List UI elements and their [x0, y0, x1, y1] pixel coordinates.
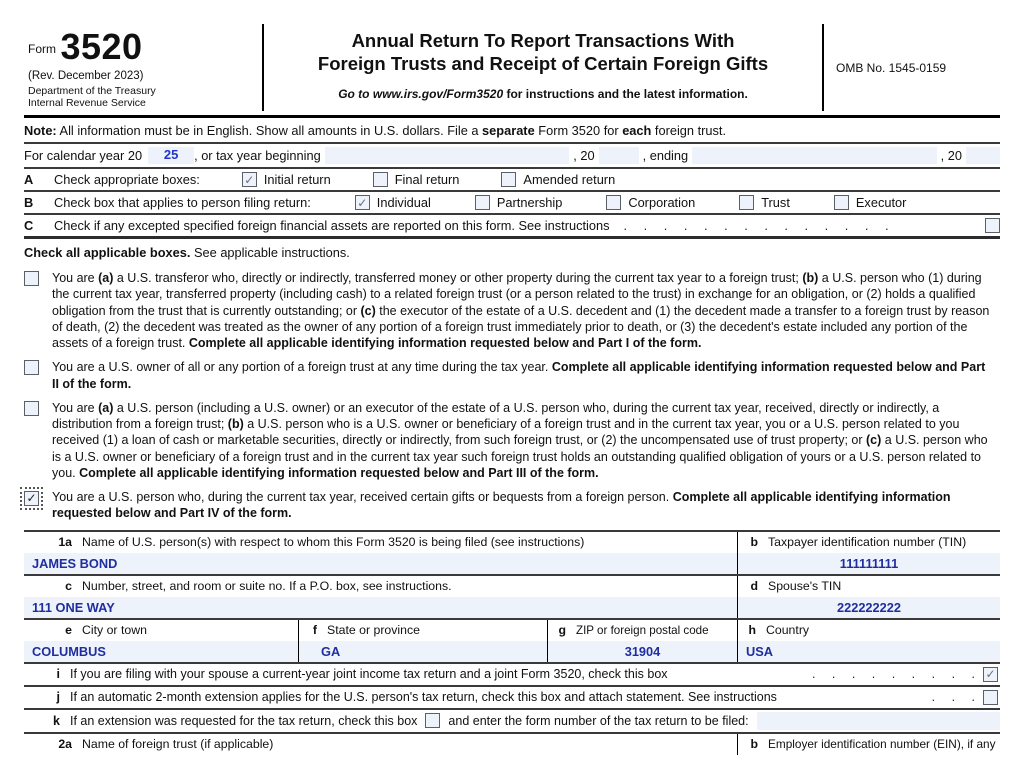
individual-checkbox[interactable]: ✓ [355, 195, 370, 210]
corporation-label: Corporation [628, 195, 696, 211]
final-return-checkbox[interactable] [373, 172, 388, 187]
calendar-mid1: , or tax year beginning [194, 148, 321, 164]
transferor-paragraph-text: You are (a) a U.S. transferor who, directly or indirectly, transferred money or other property during the current tax year to a foreign trust; (b) a U.S. person who (1) during the current tax year, transferred property (including cash) to a related foreign trust (or a person related to the trust) in exchange for an obligation, or (2) holds a qualified obligation from the trust that is currently outstanding; or (c) the executor of the estate of a U.S. decedent and (1) the decedent made a transfer to a foreign trust by reason of death, (2) the decedent was treated as the owner of any portion of a foreign trust immediately prior to death, or (3) the decedent's estate included any portion of the assets of a foreign trust. Complete all applicable identifying information requested below and Part I of the form. [52, 271, 990, 351]
state-input[interactable]: GA [299, 641, 547, 662]
line-2a-2b-group [24, 732, 1000, 755]
street-address-input[interactable]: 111 ONE WAY [24, 597, 737, 618]
line-1c-number: c [65, 579, 72, 594]
transferor-checkbox[interactable] [24, 271, 39, 286]
filer-type-paragraph-2 [24, 359, 1000, 392]
line-1d-number: d [750, 579, 758, 594]
filer-type-paragraph-1 [24, 270, 1000, 351]
initial-return-label: Initial return [263, 172, 331, 188]
partnership-checkbox[interactable] [475, 195, 490, 210]
tin-input[interactable]: 111111111 [738, 553, 1000, 574]
row-b-label: Check box that applies to person filing return: [54, 195, 311, 211]
line-1k-number: k [53, 713, 60, 728]
line-1k-row [24, 708, 1000, 732]
row-a [24, 169, 1000, 192]
foreign-gifts-checkbox[interactable]: ✓ [24, 491, 39, 506]
final-return-label: Final return [394, 172, 460, 188]
excepted-assets-checkbox[interactable] [985, 218, 1000, 233]
line-2b-number: b [750, 737, 758, 752]
form-header [24, 24, 1000, 118]
line-1k-label-post: and enter the form number of the tax return to be filed: [448, 713, 749, 728]
row-c-dot-leader: . . . . . . . . . . . . . . [623, 218, 889, 234]
extension-requested-checkbox[interactable] [425, 713, 440, 728]
amended-return-checkbox[interactable] [501, 172, 516, 187]
row-a-letter: A [24, 172, 34, 188]
calendar-mid4: , 20 [940, 148, 963, 164]
tax-return-form-number-input[interactable] [757, 712, 1000, 730]
form-word: Form [28, 42, 56, 56]
row-c-label: Check if any excepted specified foreign financial assets are reported on this form. See instructions [54, 218, 610, 234]
corporation-checkbox[interactable] [606, 195, 621, 210]
distribution-paragraph-text: You are (a) a U.S. person (including a U.S. owner) or an executor of the estate of a U.S. person who, during the current tax year, received, directly or indirectly, a distribution from a foreign trust; (b) a U.S. person who is a U.S. owner or beneficiary of a foreign trust and in the current tax year, you or a U.S. person related to you received (1) a loan of cash or marketable securities, directly or indirectly, from such foreign trust, or (2) the uncompensated use of trust property; or (c) a U.S. person who is a U.S. owner or beneficiary of a foreign trust and in the current tax year such foreign trust holds an outstanding qualified obligation of yours or a U.S. person related to you. Complete all applicable identifying information requested below and Part III of the form. [52, 400, 988, 480]
ending-year-input[interactable] [966, 147, 1000, 164]
line-1i-number: i [56, 667, 60, 682]
line-1e-label: City or town [82, 623, 147, 638]
line-1c-1d-group [24, 574, 1000, 618]
individual-label: Individual [376, 195, 431, 211]
calendar-mid2: , 20 [573, 148, 595, 164]
us-owner-paragraph-text: You are a U.S. owner of all or any portion of a foreign trust at any time during the tax year. Complete all applicable identifying information requested below and Part II of the form. [52, 360, 986, 391]
city-input[interactable]: COLUMBUS [24, 641, 298, 662]
us-owner-checkbox[interactable] [24, 360, 39, 375]
line-1i-label: If you are filing with your spouse a current-year joint income tax return and a joint Form 3520, check this box [70, 667, 668, 682]
line-1a-label: Name of U.S. person(s) with respect to whom this Form 3520 is being filed (see instructions) [82, 535, 585, 550]
line-1j-row [24, 685, 1000, 708]
line-1k-label-pre: If an extension was requested for the tax return, check this box [70, 713, 418, 728]
trust-checkbox[interactable] [739, 195, 754, 210]
line-1g-label: ZIP or foreign postal code [576, 623, 709, 637]
form-revision: (Rev. December 2023) [28, 70, 144, 82]
form-id-block [24, 24, 264, 111]
calendar-year-row [24, 144, 1000, 169]
us-person-name-input[interactable]: JAMES BOND [24, 553, 737, 574]
line-1j-label: If an automatic 2-month extension applies for the U.S. person's tax return, check this box and attach statement. See instructions [70, 690, 777, 705]
extension-2month-checkbox[interactable] [983, 690, 998, 705]
line-1f-label: State or province [327, 623, 420, 638]
joint-return-checkbox[interactable]: ✓ [983, 667, 998, 682]
note-line: Note: All information must be in English. Show all amounts in U.S. dollars. File a separate Form 3520 for each foreign trust. [24, 118, 1000, 144]
filer-type-paragraph-4 [24, 489, 1000, 522]
line-1a-number: 1a [58, 535, 72, 550]
row-b-letter: B [24, 195, 34, 211]
dept-treasury: Department of the Treasury [28, 85, 156, 97]
line-1b-label: Taxpayer identification number (TIN) [768, 535, 967, 550]
form-title-block [264, 24, 822, 111]
spouse-tin-input[interactable]: 222222222 [738, 597, 1000, 618]
initial-return-checkbox[interactable]: ✓ [242, 172, 257, 187]
line-2a-number: 2a [58, 737, 72, 752]
calendar-year-input[interactable]: 25 [148, 147, 194, 164]
line-2a-label: Name of foreign trust (if applicable) [82, 737, 274, 752]
line-1e-1h-group [24, 618, 1000, 662]
line-1i-dot-leader: . . . . . . . . . [811, 667, 975, 682]
zip-input[interactable]: 31904 [548, 641, 737, 662]
trust-label: Trust [761, 195, 790, 211]
goto-instructions: Go to www.irs.gov/Form3520 for instructions and the latest information. [338, 87, 748, 102]
executor-label: Executor [855, 195, 907, 211]
partnership-label: Partnership [496, 195, 563, 211]
distribution-checkbox[interactable] [24, 401, 39, 416]
line-1d-label: Spouse's TIN [768, 579, 842, 594]
foreign-gifts-paragraph-text: You are a U.S. person who, during the current tax year, received certain gifts or bequests from a foreign person. Complete all applicable identifying information requested below and Part IV of the form. [52, 490, 951, 521]
row-a-label: Check appropriate boxes: [54, 172, 200, 188]
row-c [24, 215, 1000, 239]
line-1h-number: h [748, 623, 756, 638]
row-b [24, 192, 1000, 215]
line-1b-number: b [750, 535, 758, 550]
form-title-line2: Foreign Trusts and Receipt of Certain Foreign Gifts [317, 52, 769, 74]
dept-irs: Internal Revenue Service [28, 97, 146, 110]
calendar-prefix: For calendar year 20 [24, 148, 143, 164]
omb-number: OMB No. 1545-0159 [836, 60, 947, 75]
line-1a-1b-group [24, 530, 1000, 574]
tax-year-ending-input[interactable] [692, 147, 937, 164]
line-1f-number: f [312, 623, 317, 638]
form-title-line1: Annual Return To Report Transactions With [351, 30, 735, 51]
form-number: 3520 [60, 26, 143, 67]
calendar-mid3: , ending [642, 148, 689, 164]
amended-return-label: Amended return [523, 172, 616, 188]
line-1e-number: e [65, 623, 72, 638]
executor-checkbox[interactable] [834, 195, 849, 210]
tax-year-beginning-input[interactable] [325, 147, 570, 164]
line-1c-label: Number, street, and room or suite no. If a P.O. box, see instructions. [82, 579, 452, 594]
line-1j-number: j [56, 690, 60, 705]
line-2b-label: Employer identification number (EIN), if any [768, 737, 996, 752]
line-1g-number: g [558, 623, 566, 638]
line-1j-dot-leader: . . . [931, 690, 975, 705]
line-1i-row [24, 662, 1000, 685]
country-input[interactable]: USA [738, 641, 1000, 662]
line-1h-label: Country [766, 623, 810, 638]
filer-type-paragraph-3 [24, 400, 1000, 481]
beginning-year-input[interactable] [599, 147, 639, 164]
check-all-boxes-intro: Check all applicable boxes. See applicable instructions. [24, 245, 350, 261]
row-c-letter: C [24, 218, 34, 234]
